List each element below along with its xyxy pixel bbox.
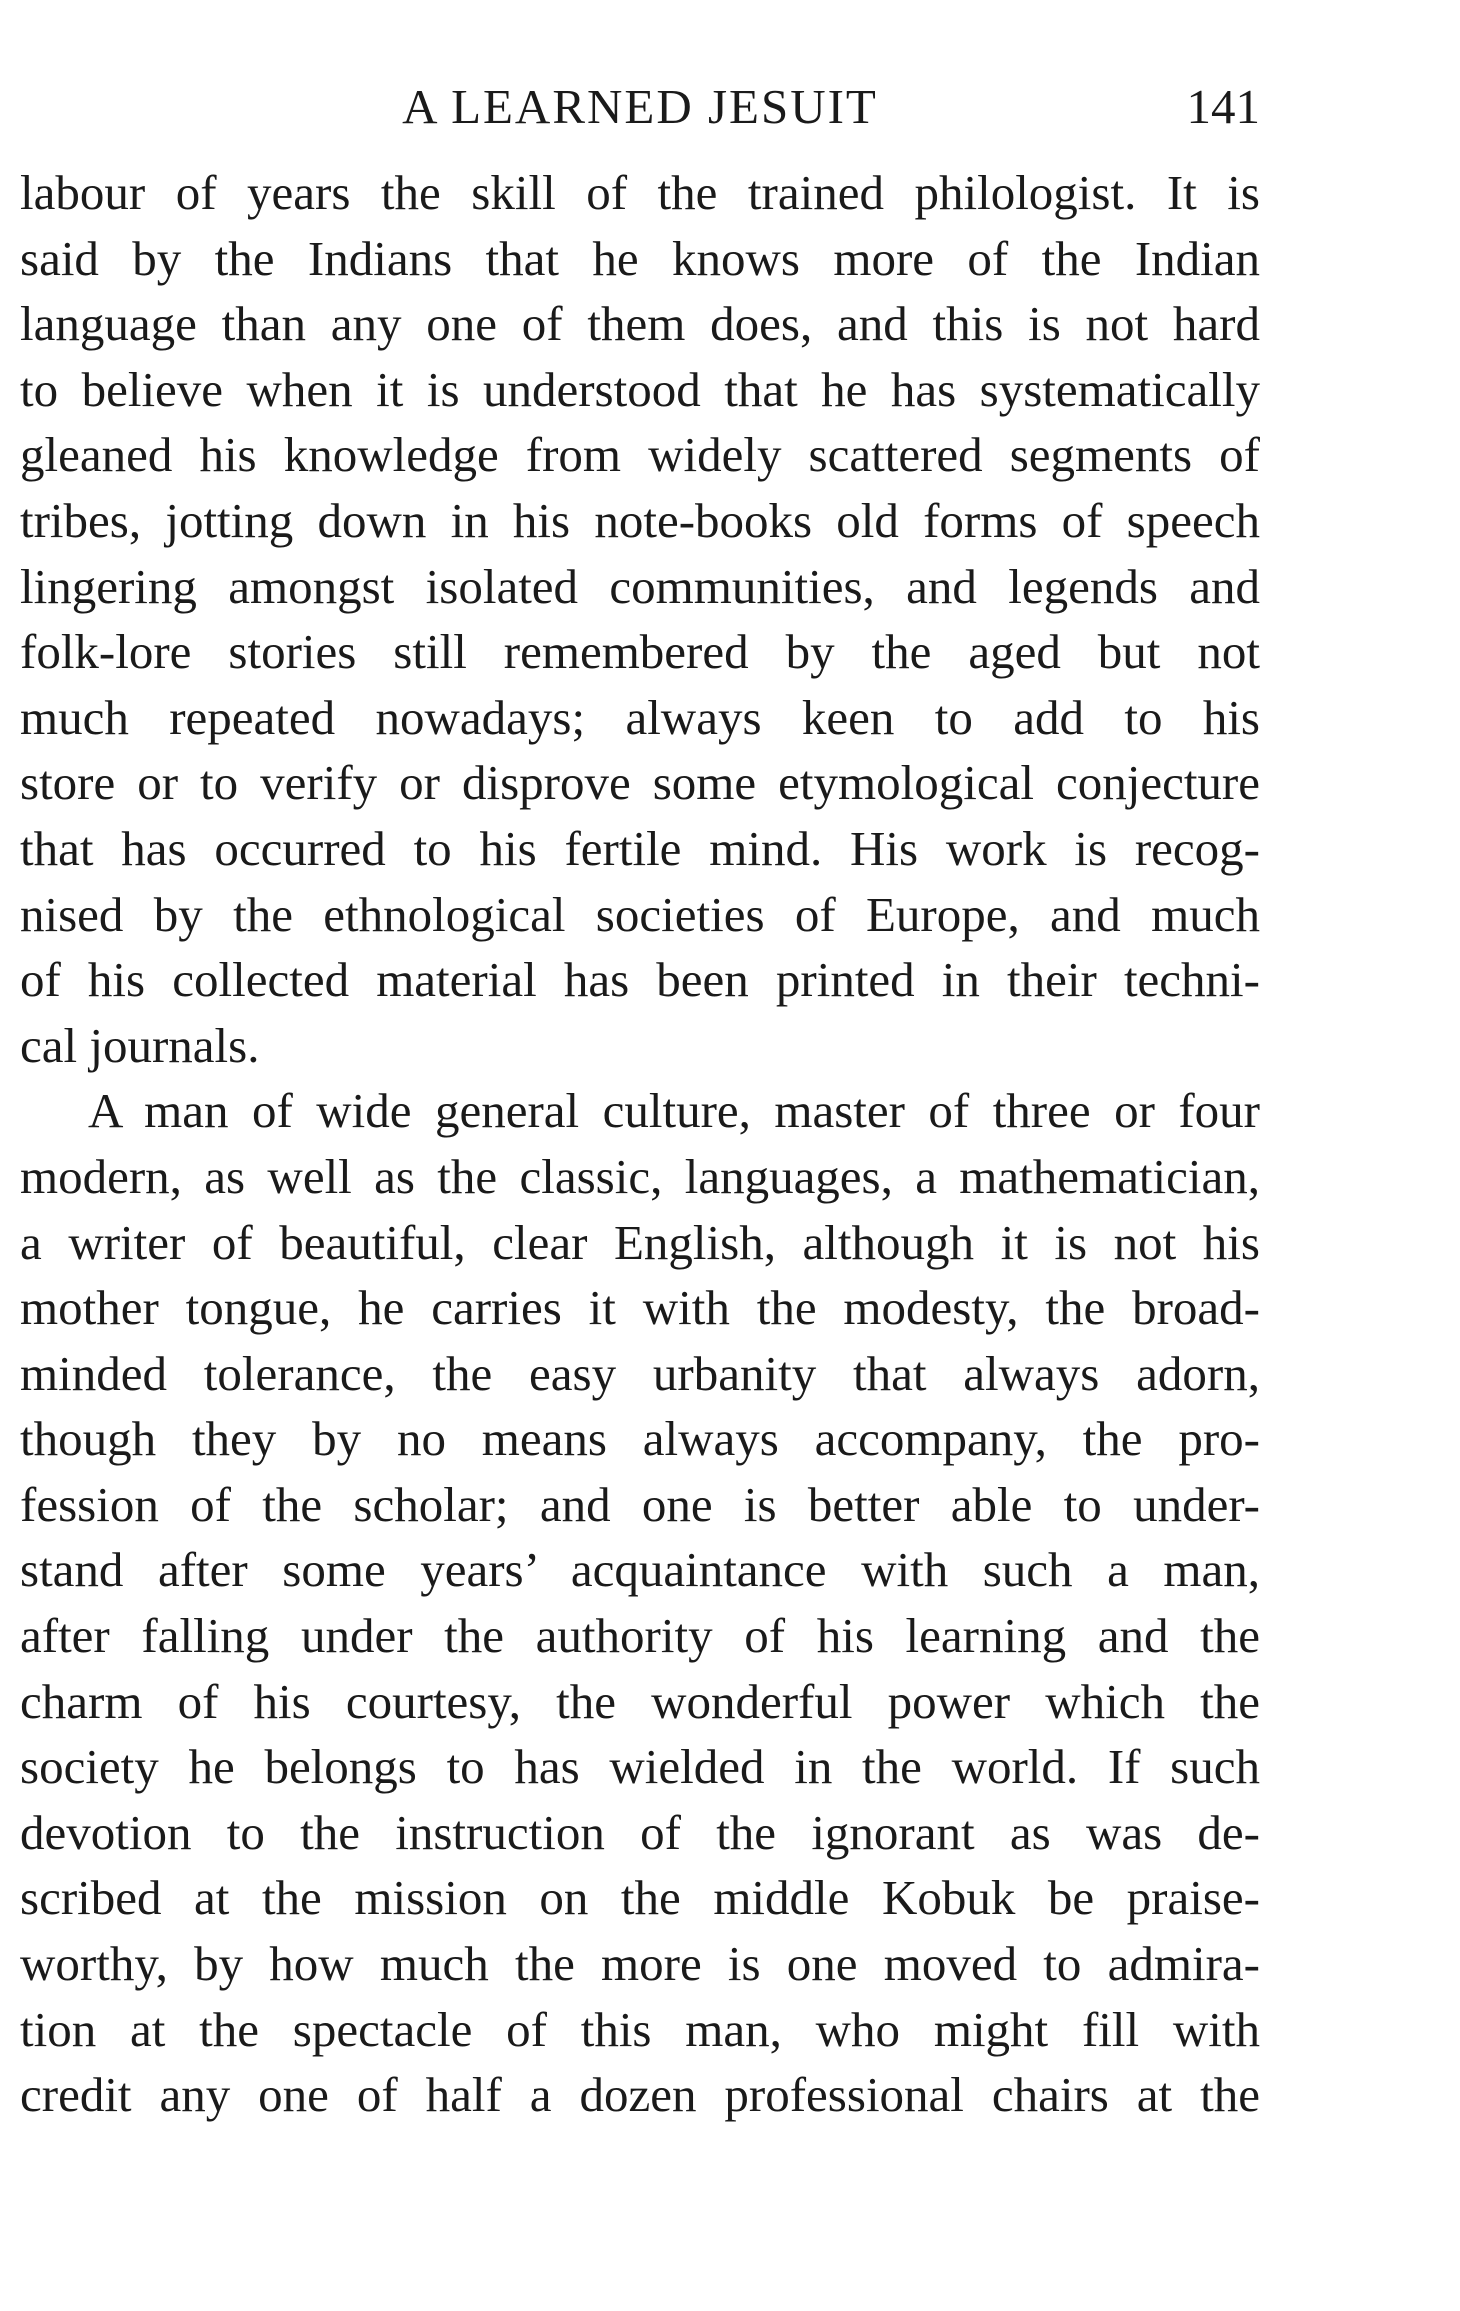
text-line: language than any one of them does, and this is not hard <box>20 296 1260 352</box>
text-line: much repeated nowadays; always keen to add to his <box>20 689 1260 745</box>
text-line: stand after some years’ acquaintance with such a man, <box>20 1542 1260 1598</box>
text-line: fession of the scholar; and one is better able to under- <box>20 1476 1260 1532</box>
page-number: 141 <box>1186 79 1260 134</box>
text-line: tion at the spectacle of this man, who might fill with <box>20 2001 1260 2057</box>
text-line: after falling under the authority of his learning and the <box>20 1608 1260 1664</box>
text-line: to believe when it is understood that he has systematically <box>20 361 1260 417</box>
text-line: tribes, jotting down in his note-books old forms of speech <box>20 492 1260 548</box>
text-line: charm of his courtesy, the wonderful power which the <box>20 1673 1260 1729</box>
text-line: though they by no means always accompany, the pro- <box>20 1411 1260 1467</box>
text-line: labour of years the skill of the trained philologist. It is <box>20 165 1260 220</box>
text-line: gleaned his knowledge from widely scattered segments of <box>20 427 1260 483</box>
paragraph <box>20 160 1260 1078</box>
text-line: lingering amongst isolated communities, and legends and <box>20 558 1260 614</box>
text-line: society he belongs to has wielded in the world. If such <box>20 1739 1260 1795</box>
text-line: store or to verify or disprove some etymological conjecture <box>20 755 1260 811</box>
text-line: A man of wide general culture, master of three or four <box>88 1083 1260 1139</box>
text-line: minded tolerance, the easy urbanity that always adorn, <box>20 1345 1260 1401</box>
paragraph <box>20 1078 1260 2128</box>
body-text <box>20 160 1260 2128</box>
text-line: said by the Indians that he knows more of the Indian <box>20 230 1260 286</box>
text-line: cal journals. <box>20 1017 260 1073</box>
text-line: scribed at the mission on the middle Kobuk be praise- <box>20 1870 1260 1926</box>
text-line: that has occurred to his fertile mind. His work is recog- <box>20 820 1260 876</box>
text-line: credit any one of half a dozen professional chairs at the <box>20 2067 1260 2123</box>
text-line: folk-lore stories still remembered by the aged but not <box>20 624 1260 680</box>
text-line: a writer of beautiful, clear English, although it is not his <box>20 1214 1260 1270</box>
running-header <box>20 72 1260 142</box>
text-line: mother tongue, he carries it with the modesty, the broad- <box>20 1280 1260 1336</box>
running-title: A LEARNED JESUIT <box>402 79 878 134</box>
text-line: modern, as well as the classic, languages, a mathematician, <box>20 1148 1260 1204</box>
text-line: devotion to the instruction of the ignorant as was de- <box>20 1804 1260 1860</box>
text-line: worthy, by how much the more is one moved to admira- <box>20 1936 1260 1992</box>
text-line: of his collected material has been printed in their techni- <box>20 952 1260 1008</box>
text-line: nised by the ethnological societies of Europe, and much <box>20 886 1260 942</box>
